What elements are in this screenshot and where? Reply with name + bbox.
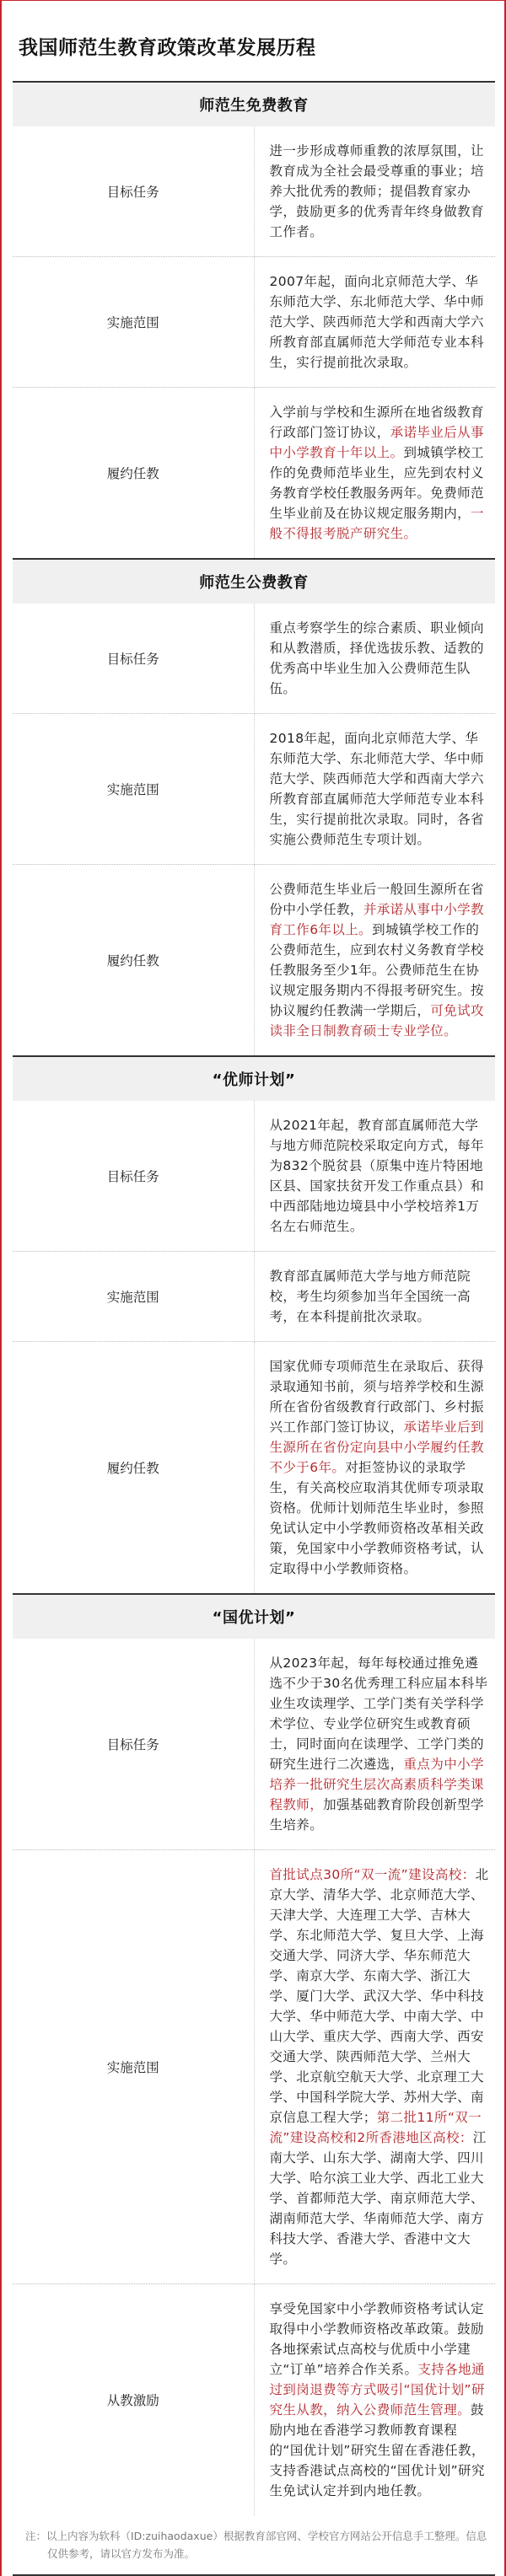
table-row [13, 1639, 495, 1850]
table-row [13, 1850, 495, 2284]
row-content [254, 604, 495, 714]
row-content [254, 865, 495, 1057]
row-label: 目标任务 [13, 1639, 254, 1850]
body-text: 北京大学、清华大学、北京师范大学、天津大学、大连理工大学、吉林大学、东北师范大学、复旦大学、上海交通大学、同济大学、华东师范大学、南京大学、东南大学、浙江大学、厦门大学、武汉大学、华中科技大学、华中师范大学、中南大学、中山大学、重庆大学、西南大学、西安交通大学、陕西师范大学、兰州大学、北京航空航天大学、北京理工大学、中国科学院大学、苏州大学、南京信息工程大学； [269, 1867, 489, 2125]
section-heading: 师范生公费教育 [13, 559, 495, 604]
body-text: 重点考察学生的综合素质、职业倾向和从教潜质，择优选拔乐教、适教的优秀高中毕业生加入公费师范生队伍。 [269, 620, 484, 696]
row-label: 从教激励 [13, 2284, 254, 2516]
footnote: 注：以上内容为软科（ID:zuihaodaxue）根据教育部官网、学校官方网站公开信息手工整理。信息仅供参考，请以官方发布为准。 [25, 2530, 487, 2560]
highlighted-text: 首批试点30所“双一流”建设高校： [269, 1867, 476, 1882]
row-content [254, 1850, 495, 2284]
row-label: 目标任务 [13, 604, 254, 714]
row-label: 履约任教 [13, 1342, 254, 1595]
body-text: 鼓励内地在香港学习教师教育课程的“国优计划”研究生留在香港任教，支持香港试点高校的“国优计划”研究生免试认定并到内地任教。 [269, 2402, 485, 2498]
table-row [13, 865, 495, 1057]
row-content [254, 257, 495, 388]
body-text: 国家优师专项师范生在录取后、获得录取通知书前，须与培养学校和生源所在省份省级教育行政部门、乡村振兴工作部门签订协议， [269, 1359, 484, 1435]
table-row [13, 257, 495, 388]
body-text: 从2023年起，每年每校通过推免遴选不少于30名优秀理工科应届本科毕业生攻读理学、工学门类有关学科学术学位、专业学位研究生或教育硕士，同时面向在读理学、工学门类的研究生进行二次遴选， [269, 1656, 488, 1772]
section-header [13, 1594, 495, 1639]
highlighted-text: 第二批11所“双一流”建设高校和2所香港地区高校： [269, 2110, 482, 2145]
table-row [13, 2284, 495, 2516]
row-label: 实施范围 [13, 257, 254, 388]
policy-table [13, 81, 495, 2515]
row-label: 目标任务 [13, 1101, 254, 1252]
table-row [13, 1101, 495, 1252]
section-header [13, 559, 495, 604]
body-text: 教育部直属师范大学与地方师范院校，考生均须参加当年全国统一高考，在本科提前批次录取。 [269, 1269, 471, 1324]
body-text: 2007年起，面向北京师范大学、华东师范大学、东北师范大学、华中师范大学、陕西师范大学和西南大学六所教育部直属师范大学师范专业本科生，实行提前批次录取。 [269, 274, 484, 370]
highlighted-text: 支持各地通过到岗退费等方式吸引“国优计划”研究生从教，纳入公费师范生管理。 [269, 2362, 485, 2418]
row-content [254, 1101, 495, 1252]
row-content [254, 714, 495, 865]
table-row [13, 604, 495, 714]
row-label: 目标任务 [13, 126, 254, 257]
row-label: 实施范围 [13, 1252, 254, 1342]
table-row [13, 388, 495, 560]
row-label: 履约任教 [13, 865, 254, 1057]
section-heading: “优师计划” [13, 1056, 495, 1101]
row-content [254, 1639, 495, 1850]
highlighted-text: 一般不得报考脱产研究生。 [269, 506, 484, 541]
body-text: 入学前与学校和生源所在地省级教育行政部门签订协议， [269, 405, 484, 440]
highlighted-text: 可免试攻读非全日制教育硕士专业学位。 [269, 1003, 484, 1038]
body-text: 享受免国家中小学教师资格考试认定取得中小学教师资格改革政策。鼓励各地探索试点高校与优质中小学建立“订单”培养合作关系。 [269, 2301, 484, 2377]
row-content [254, 388, 495, 560]
body-text: 到城镇学校工作的免费师范毕业生，应先到农村义务教育学校任教服务两年。免费师范生毕业前及在协议规定服务期内， [269, 445, 484, 521]
body-text: 从2021年起，教育部直属师范大学与地方师范院校采取定向方式，每年为832个脱贫县（原集中连片特困地区县、国家扶贫开发工作重点县）和中西部陆地边境县中小学校培养1万名左右师范生。 [269, 1118, 484, 1234]
row-content [254, 1342, 495, 1595]
body-text: 进一步形成尊师重教的浓厚氛围，让教育成为全社会最受尊重的事业；培养大批优秀的教师；提倡教育家办学，鼓励更多的优秀青年终身做教育工作者。 [269, 143, 484, 239]
table-row [13, 126, 495, 257]
row-content [254, 1252, 495, 1342]
body-text: 到城镇学校工作的公费师范生，应到农村义务教育学校任教服务至少1年。公费师范生在协议规定服务期内不得报考研究生。按协议履约任教满一学期后， [269, 922, 484, 1018]
page-title: 我国师范生教育政策改革发展历程 [19, 37, 316, 59]
row-label: 实施范围 [13, 714, 254, 865]
highlighted-text: 承诺毕业后从事中小学教育十年以上。 [269, 425, 484, 460]
table-row [13, 1252, 495, 1342]
section-header [13, 82, 495, 126]
table-row [13, 1342, 495, 1595]
section-header [13, 1056, 495, 1101]
body-text: 公费师范生毕业后一般回生源所在省份中小学任教， [269, 882, 484, 917]
body-text: 对拒签协议的录取学生，有关高校应取消其优师专项录取资格。优师计划师范生毕业时，参照免试认定中小学教师资格改革相关政策，免国家中小学教师资格考试，认定取得中小学教师资格。 [269, 1460, 484, 1576]
section-heading: 师范生免费教育 [13, 82, 495, 126]
section-heading: “国优计划” [13, 1594, 495, 1639]
highlighted-text: 重点为中小学培养一批研究生层次高素质科学类课程教师， [269, 1757, 484, 1812]
row-content [254, 2284, 495, 2516]
body-text: 加强基础教育阶段创新型学生培养。 [269, 1797, 484, 1833]
body-text: 2018年起，面向北京师范大学、华东师范大学、东北师范大学、华中师范大学、陕西师范大学和西南大学六所教育部直属师范大学师范专业本科生，实行提前批次录取。同时，各省实施公费师范生专项计划。 [269, 731, 484, 847]
highlighted-text: 承诺毕业后到生源所在省份定向县中小学履约任教不少于6年。 [269, 1419, 484, 1475]
row-label: 实施范围 [13, 1850, 254, 2284]
highlighted-text: 并承诺从事中小学教育工作6年以上。 [269, 902, 484, 937]
body-text: 江南大学、山东大学、湖南大学、四川大学、哈尔滨工业大学、西北工业大学、首都师范大学、南京师范大学、湖南师范大学、华南师范大学、南方科技大学、香港大学、香港中文大学。 [269, 2130, 487, 2267]
row-content [254, 126, 495, 257]
table-row [13, 714, 495, 865]
row-label: 履约任教 [13, 388, 254, 560]
